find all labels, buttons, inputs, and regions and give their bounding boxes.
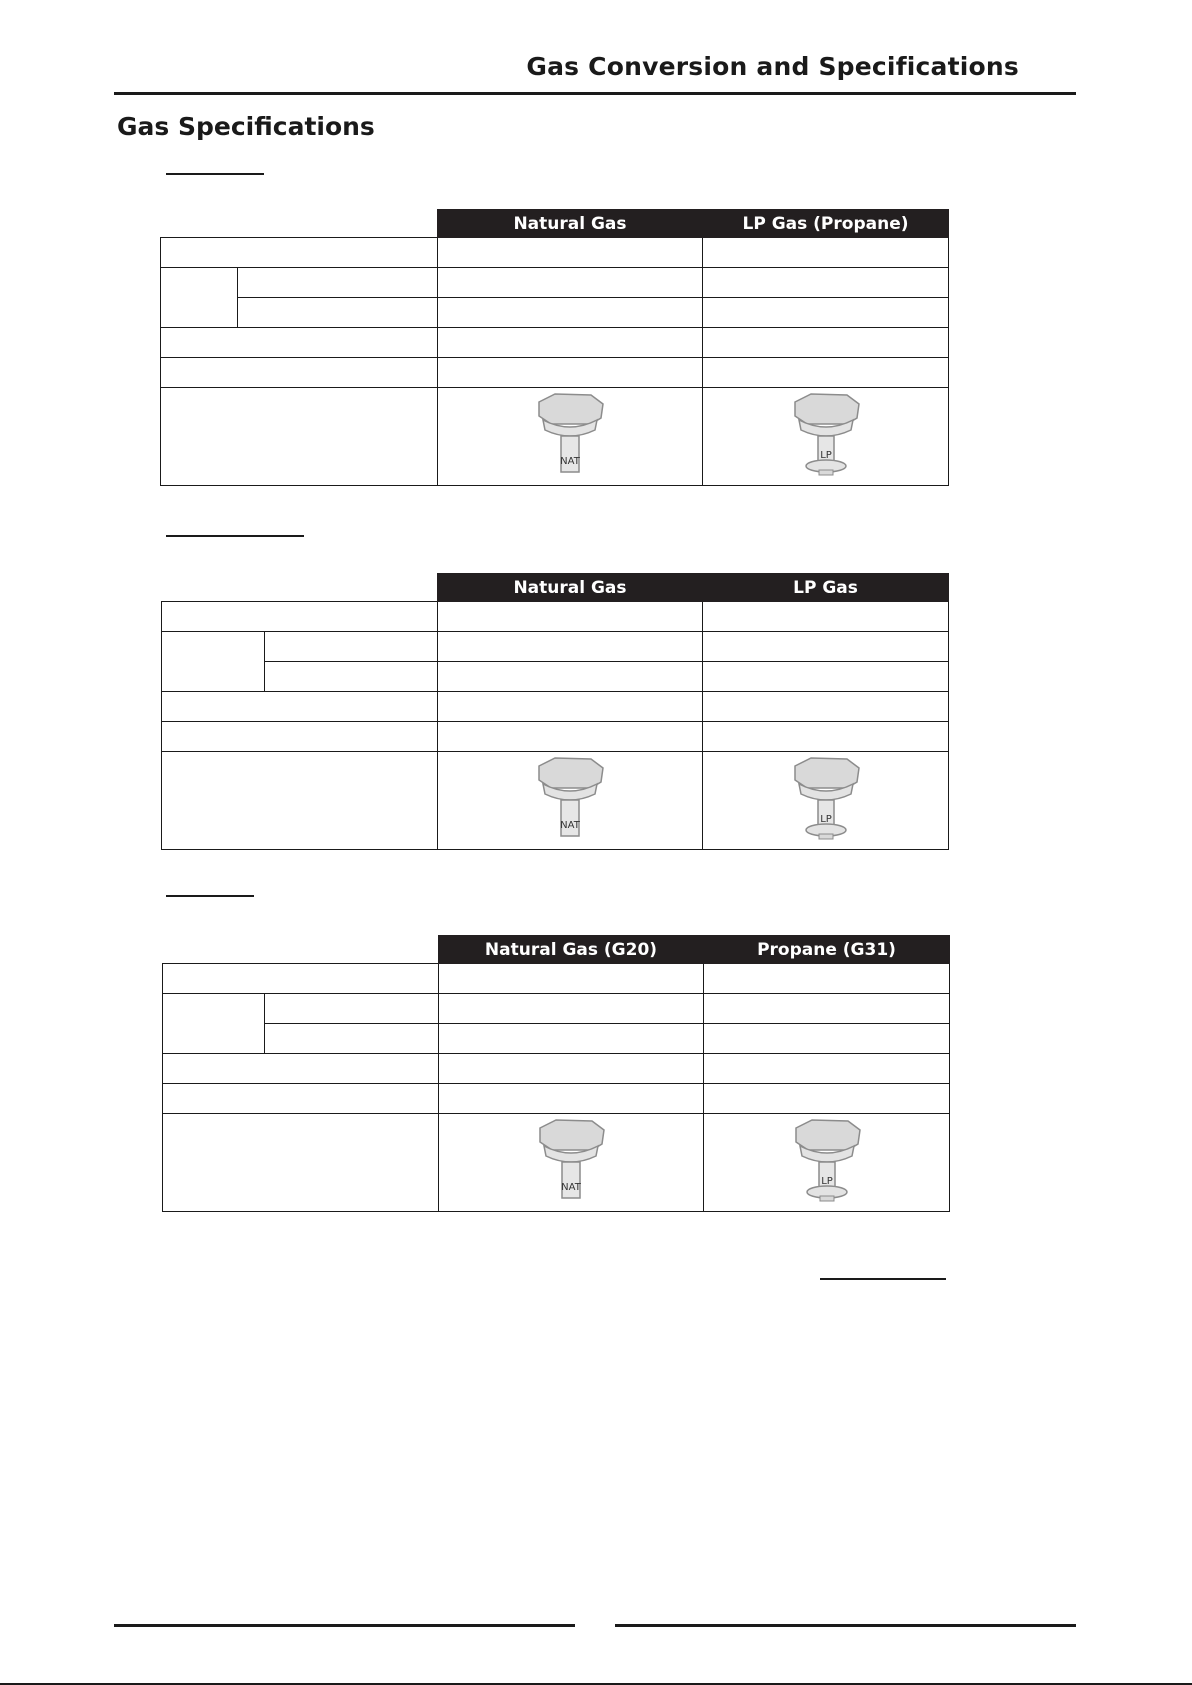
orifice-label: LP xyxy=(819,449,832,461)
table-row xyxy=(162,722,949,752)
orifice-row xyxy=(162,752,949,850)
orifice-row xyxy=(161,388,949,486)
column-header-lp-gas: LP Gas (Propane) xyxy=(703,210,949,238)
table-row xyxy=(161,298,949,328)
table-row xyxy=(162,692,949,722)
table-row xyxy=(161,328,949,358)
section-title: Gas Specifications xyxy=(117,112,375,141)
orifice-label: NAT xyxy=(561,1181,581,1193)
lp-orifice-icon xyxy=(782,1116,872,1206)
nat-orifice-cell xyxy=(439,1114,704,1212)
header-blank xyxy=(161,210,438,238)
spec-table-3 xyxy=(162,935,950,1212)
table-row xyxy=(162,662,949,692)
lp-orifice-icon xyxy=(781,390,871,480)
table-row xyxy=(162,632,949,662)
nat-orifice-cell xyxy=(438,388,703,486)
nat-orifice-icon xyxy=(525,754,615,844)
table-row xyxy=(163,964,950,994)
page-header-title: Gas Conversion and Specifications xyxy=(526,52,1019,81)
lp-orifice-cell xyxy=(704,1114,950,1212)
header-blank xyxy=(162,574,438,602)
header-rule xyxy=(114,92,1076,95)
nat-orifice-icon xyxy=(526,1116,616,1206)
note-rule xyxy=(820,1278,946,1280)
column-header-lp-gas: LP Gas xyxy=(703,574,949,602)
column-header-propane-g31: Propane (G31) xyxy=(704,936,950,964)
spec-table-1 xyxy=(160,209,949,486)
orifice-label: LP xyxy=(819,813,832,825)
table-row xyxy=(161,268,949,298)
spec-table-2 xyxy=(161,573,949,850)
table-row xyxy=(163,1054,950,1084)
lp-orifice-cell xyxy=(703,752,949,850)
orifice-row xyxy=(163,1114,950,1212)
header-blank xyxy=(163,936,439,964)
table-row xyxy=(163,1084,950,1114)
orifice-label: NAT xyxy=(560,455,580,467)
table-row xyxy=(163,994,950,1024)
orifice-label: LP xyxy=(820,1175,833,1187)
footer-rule-right xyxy=(615,1624,1076,1627)
lp-orifice-cell xyxy=(703,388,949,486)
table-row xyxy=(161,238,949,268)
column-header-natural-gas: Natural Gas xyxy=(438,574,703,602)
table-row xyxy=(163,1024,950,1054)
nat-orifice-icon xyxy=(525,390,615,480)
orifice-label: NAT xyxy=(560,819,580,831)
nat-orifice-cell xyxy=(438,752,703,850)
table-row xyxy=(161,358,949,388)
table-1-caption-rule xyxy=(166,173,264,175)
table-row xyxy=(162,602,949,632)
table-2-caption-rule xyxy=(166,535,304,537)
lp-orifice-icon xyxy=(781,754,871,844)
table-3-caption-rule xyxy=(166,895,254,897)
footer-rule-left xyxy=(114,1624,575,1627)
column-header-natural-gas-g20: Natural Gas (G20) xyxy=(439,936,704,964)
column-header-natural-gas: Natural Gas xyxy=(438,210,703,238)
